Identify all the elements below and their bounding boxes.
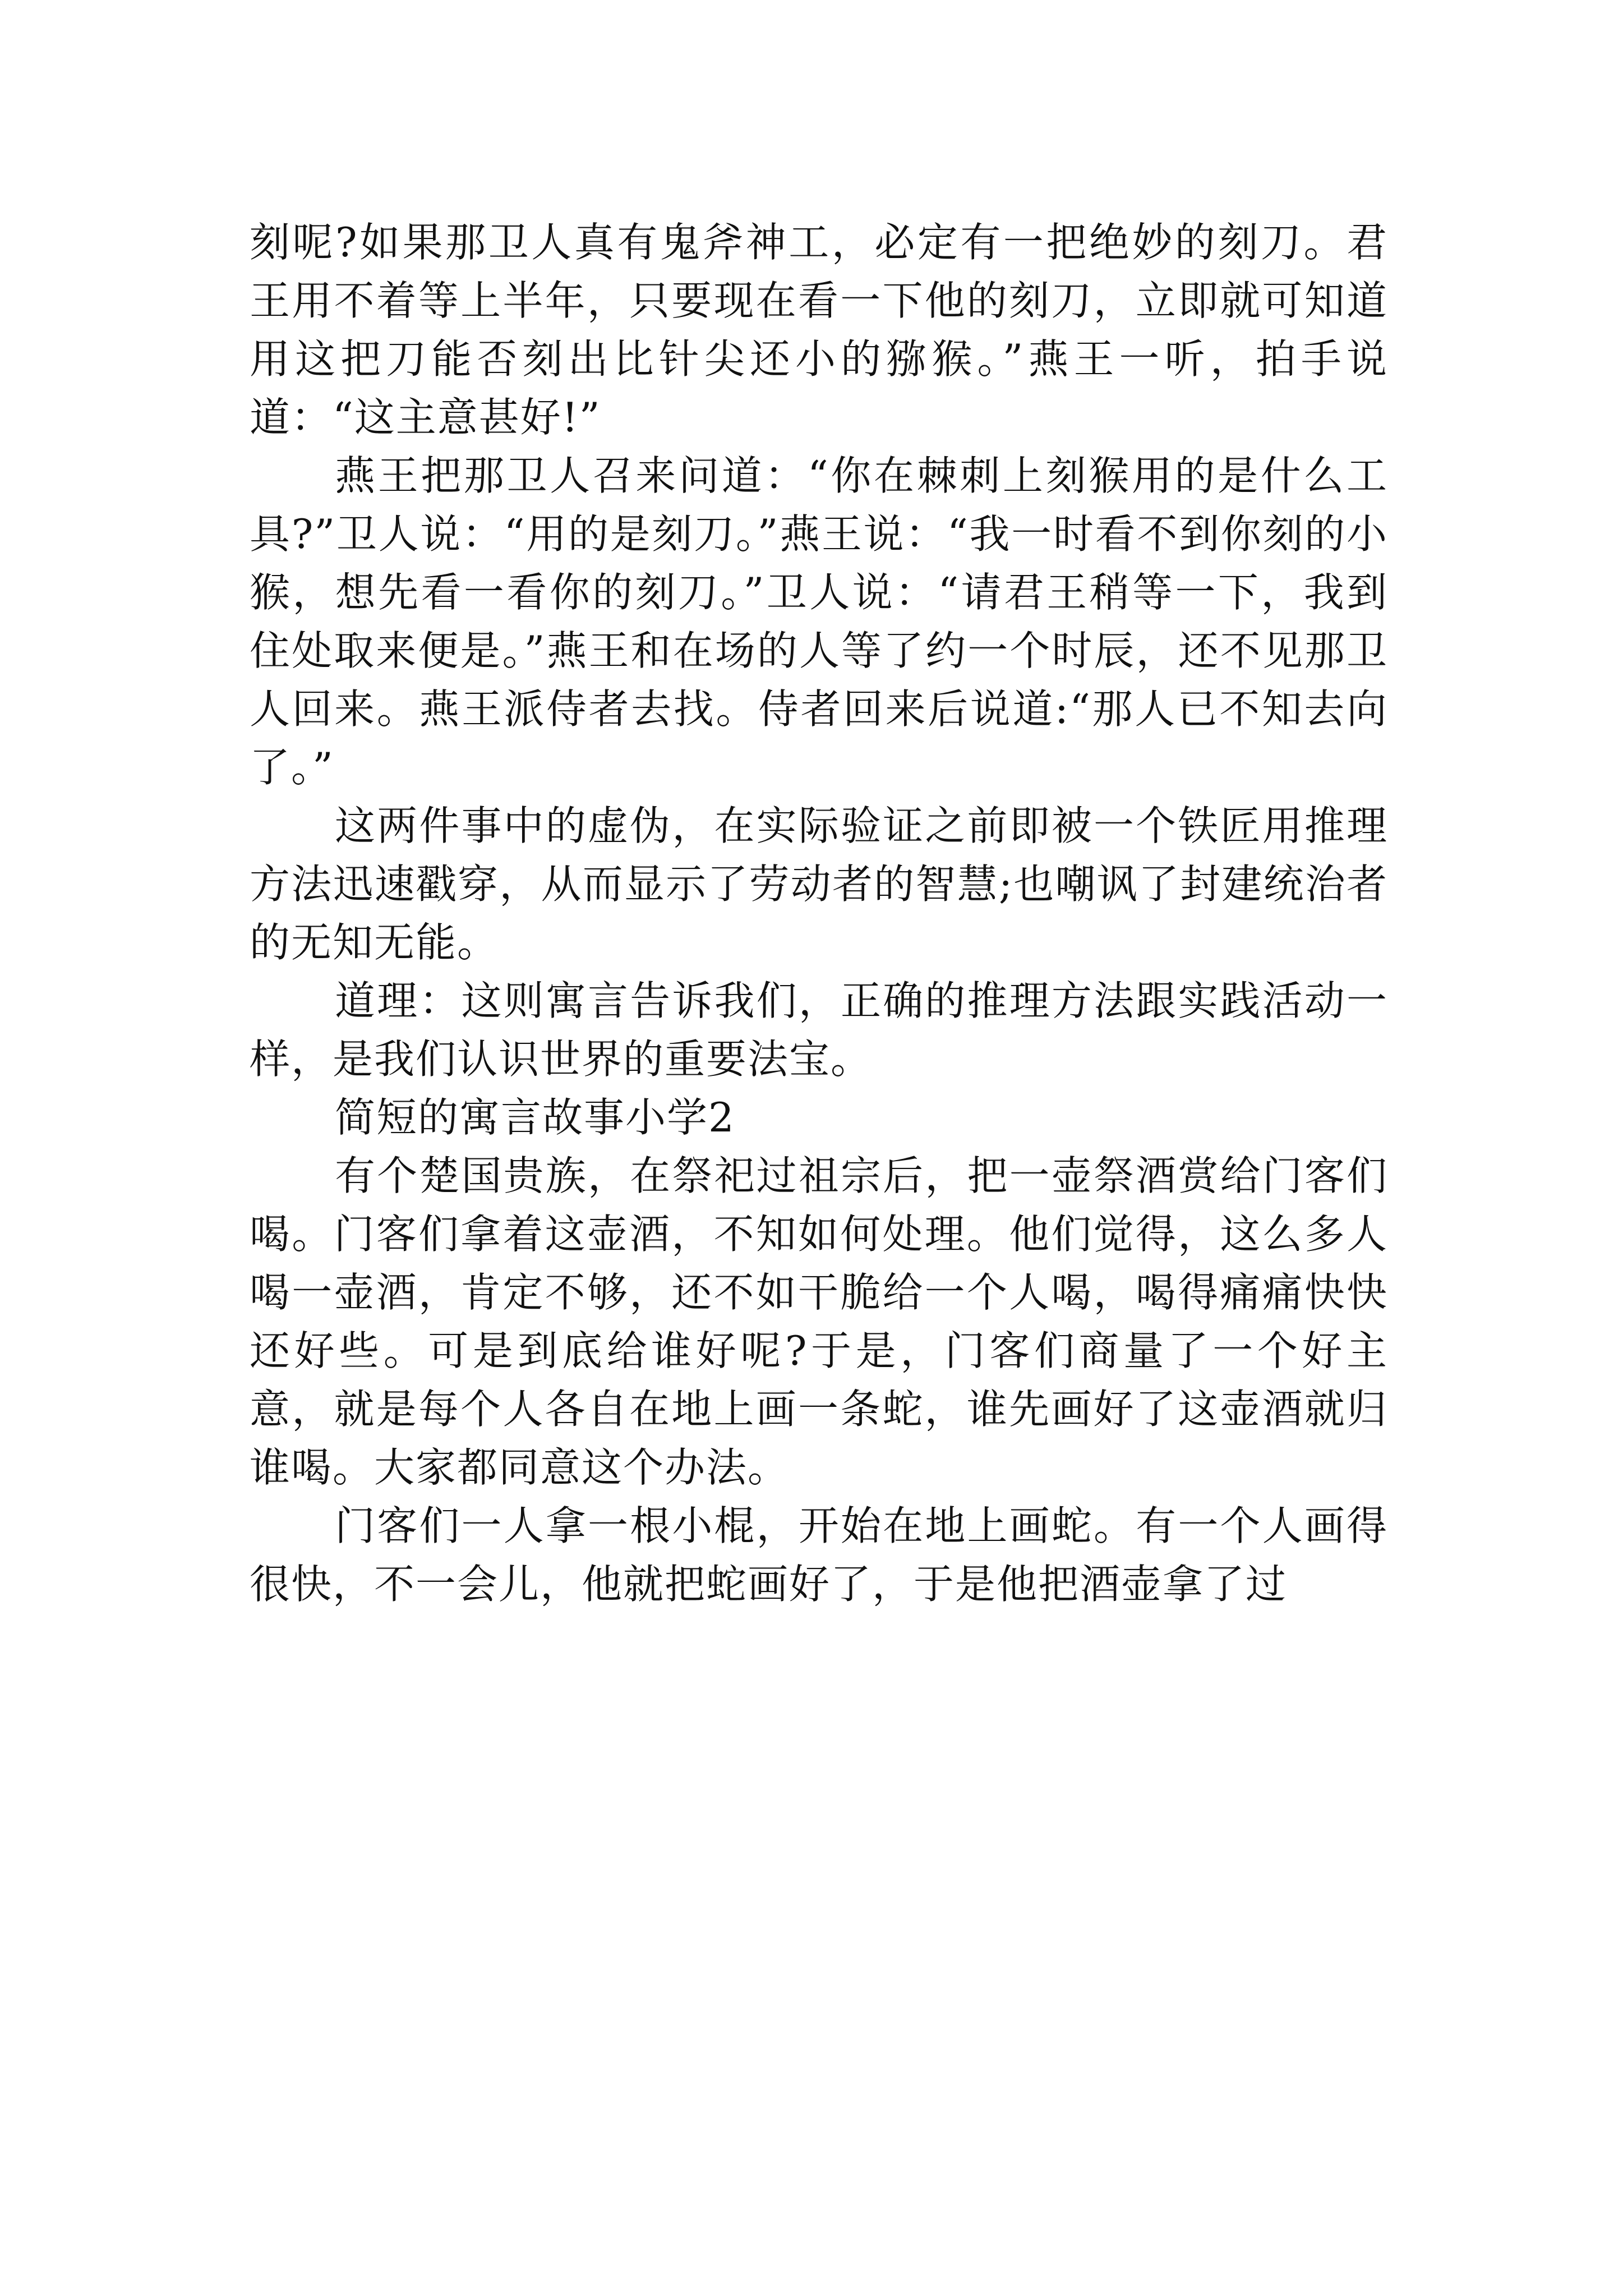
paragraph-2: 燕王把那卫人召来问道：“你在棘刺上刻猴用的是什么工具?”卫人说：“用的是刻刀。”燕王说：“我一时看不到你刻的小猴，想先看一看你的刻刀。”卫人说：“请君王稍等一下，我到住处取来便是。”燕王和在场的人等了约一个时辰，还不见那卫人回来。燕王派侍者去找。侍者回来后说道:“那人已不知去向了。” (250, 452, 1388, 791)
paragraph-6: 门客们一人拿一根小棍，开始在地上画蛇。有一个人画得很快，不一会儿，他就把蛇画好了，于是他把酒壶拿了过 (250, 1502, 1388, 1608)
paragraph-5: 有个楚国贵族，在祭祀过祖宗后，把一壶祭酒赏给门客们喝。门客们拿着这壶酒，不知如何处理。他们觉得，这么多人喝一壶酒，肯定不够，还不如干脆给一个人喝，喝得痛痛快快还好些。可是到底给谁好呢?于是，门客们商量了一个好主意，就是每个人各自在地上画一条蛇，谁先画好了这壶酒就归谁喝。大家都同意这个办法。 (250, 1152, 1388, 1491)
section-heading: 简短的寓言故事小学2 (335, 1094, 735, 1141)
document-body (250, 213, 1388, 1613)
paragraph-4: 道理：这则寓言告诉我们，正确的推理方法跟实践活动一样，是我们认识世界的重要法宝。 (250, 977, 1388, 1083)
paragraph-1: 刻呢?如果那卫人真有鬼斧神工，必定有一把绝妙的刻刀。君王用不着等上半年，只要现在看一下他的刻刀，立即就可知道用这把刀能否刻出比针尖还小的猕猴。”燕王一听，拍手说道：“这主意甚好!” (250, 219, 1388, 441)
paragraph-3: 这两件事中的虚伪，在实际验证之前即被一个铁匠用推理方法迅速戳穿，从而显示了劳动者的智慧;也嘲讽了封建统治者的无知无能。 (250, 802, 1388, 966)
